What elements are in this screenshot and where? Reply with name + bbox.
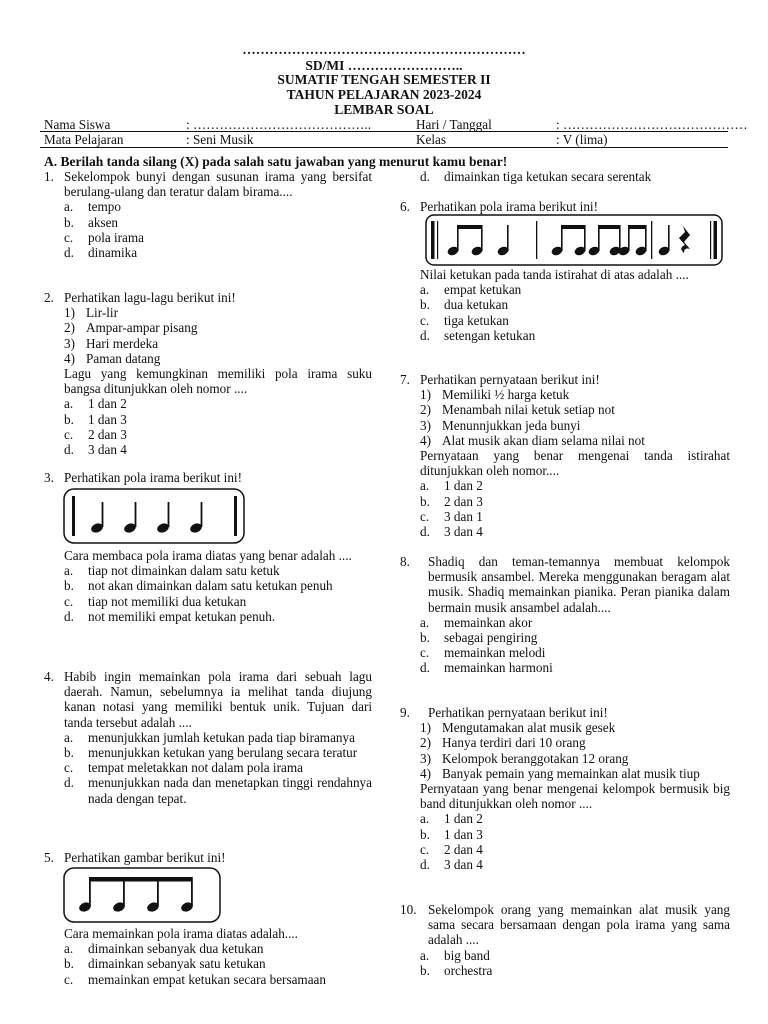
statement-4: Banyak pemain yang memainkan alat musik tiup [442,765,700,781]
class-value: : V (lima) [556,132,608,147]
option-d: not memiliki empat ketukan penuh. [88,608,276,624]
day-label: Hari / Tanggal [416,117,492,132]
option-c: memainkan melodi [444,645,546,661]
option-d: memainkan harmoni [444,660,553,676]
option-a: 1 dan 2 [444,811,483,827]
question-10: 10. Sekelompok orang yang memainkan alat musik yang sama secara bersamaan dengan pola irama yang sama adalah .... a. big band b. orchestra [400,902,730,978]
subject-value: : Seni Musik [186,132,254,147]
question-1: 1. Sekelompok bunyi dengan susunan irama yang bersifat berulang-ulang dan teratur dalam birama.... a. tempo b. aksen c. pola irama d. dinamika [44,169,372,261]
option-b: menunjukkan ketukan yang berulang secara teratur [88,745,358,761]
question-text: Sekelompok bunyi dengan susunan irama yang bersifat berulang-ulang dan teratur dalam birama.... [64,169,372,200]
option-c: 2 dan 3 [88,426,127,442]
option-c: tempat meletakkan not dalam pola irama [88,760,303,776]
info-divider-2 [40,147,728,148]
question-prompt: Pernyataan yang benar mengenai tanda istirahat ditunjukkan oleh nomor.... [420,448,730,479]
option-c: tiga ketukan [444,312,509,328]
question-prompt: Pernyataan yang benar mengenai kelompok bermusik big band ditunjukkan oleh nomor .... [420,781,730,812]
option-d: dinamika [88,245,138,261]
option-b: dua ketukan [444,297,509,313]
option-b: not akan dimainkan dalam satu ketukan penuh [88,578,333,594]
question-prompt: Lagu yang kemungkinan memiliki pola irama suku bangsa ditunjukkan oleh nomor .... [64,366,372,397]
question-text: Perhatikan lagu-lagu berikut ini! [64,290,236,305]
rhythm-figure-q6 [425,214,723,266]
option-c: pola irama [88,229,145,245]
info-divider-1 [40,131,728,132]
question-6: 6. Perhatikan pola irama berikut ini! [400,199,598,214]
option-a: tiap not dimainkan dalam satu ketuk [88,563,280,579]
question-text: Shadiq dan teman-temannya membuat kelompok bermusik ansambel. Mereka menggunakan beragam alat musik. Shadiq memainkan pianika. Peran pianika dalam bermain musik ansambel adalah.... [428,554,730,615]
option-c: 3 dan 1 [444,508,483,524]
option-d: 3 dan 4 [444,524,483,540]
question-prompt: Cara membaca pola irama diatas yang benar adalah .... [64,548,352,563]
statement-1: Memiliki ½ harga ketuk [442,387,570,403]
question-5: 5. Perhatikan gambar berikut ini! [44,850,226,865]
question-2: 2. Perhatikan lagu-lagu berikut ini! 1) Lir-lir 2) Ampar-ampar pisang 3) Hari merdeka 4) Paman datang Lagu yang kemungkinan memiliki pola irama suku bangsa ditunjukkan oleh nomor .... a. 1 dan 2 b. 1 dan 3 c. 2 dan 3 d. 3 dan 4 [44,290,372,458]
question-text: Perhatikan pola irama berikut ini! [420,199,598,214]
day-value: : …………………………………… [556,117,748,132]
option-b: 1 dan 3 [444,826,483,842]
option-a: 1 dan 2 [88,396,127,412]
option-b: sebagai pengiring [444,630,538,646]
option-a: memainkan akor [444,614,533,630]
statement-3: Hari merdeka [86,335,159,351]
question-text: Sekelompok orang yang memainkan alat musik yang sama secara bersamaan dengan pola irama yang sama adalah .... [428,902,730,948]
question-text: Perhatikan pernyataan berikut ini! [420,372,600,387]
option-b: 2 dan 3 [444,493,483,509]
option-a: empat ketukan [444,282,522,298]
statement-2: Menambah nilai ketuk setiap not [442,402,615,418]
question-6-body: Nilai ketukan pada tanda istirahat di atas adalah .... a. empat ketukan b. dua ketukan c. tiga ketukan d. setengan ketukan [400,267,730,343]
sheet-title: LEMBAR SOAL [334,102,434,117]
statement-1: Lir-lir [86,305,118,321]
class-label: Kelas [416,132,447,147]
statement-1: Mengutamakan alat musik gesek [442,720,616,736]
question-text: Perhatikan gambar berikut ini! [64,850,226,865]
option-d: 3 dan 4 [88,442,127,458]
option-d: 3 dan 4 [444,857,483,873]
rhythm-figure-q5 [63,867,221,923]
school-line: SD/MI …………………….. [305,58,463,73]
question-3: 3. Perhatikan pola irama berikut ini! [44,470,242,485]
academic-year: TAHUN PELAJARAN 2023-2024 [286,87,482,102]
statement-2: Hanya terdiri dari 10 orang [442,735,586,751]
statement-4: Paman datang [86,350,161,366]
question-text: Perhatikan pernyataan berikut ini! [428,705,608,720]
question-4: 4. Habib ingin memainkan pola irama dari sebuah lagu daerah. Namun, sebelumnya ia melihat tanda diujung kanan notasi yang memiliki bentuk unik. Tujuan dari tanda tersebut adalah .... a. menunjukkan jumlah ketukan pada tiap biramanya b. menunjukkan ketukan yang berulang secara teratur c. tempat meletakkan not dalam pola irama d. menunjukkan nada dan menetapkan tinggi rendahnya nada dengan tepat. [44,669,372,806]
statement-3: Kelompok beranggotakan 12 orang [442,750,629,766]
option-a: dimainkan sebanyak dua ketukan [88,941,264,957]
name-label: Nama Siswa [44,117,111,132]
question-8: 8. Shadiq dan teman-temannya membuat kelompok bermusik ansambel. Mereka menggunakan beragam alat musik. Shadiq memainkan pianika. Peran pianika dalam bermain musik ansambel adalah.... a. memainkan akor b. sebagai pengiring c. memainkan melodi d. memainkan harmoni [400,554,730,676]
statement-2: Ampar-ampar pisang [86,320,198,336]
question-3-body: Cara membaca pola irama diatas yang benar adalah .... a. tiap not dimainkan dalam satu ketuk b. not akan dimainkan dalam satu ketukan penuh c. tiap not memiliki dua ketukan d. not memiliki empat ketukan penuh. [44,548,372,624]
statement-4: Alat musik akan diam selama nilai not [442,432,645,448]
question-5-continued: d. dimainkan tiga ketukan secara serentak [420,169,652,184]
option-b: aksen [88,214,119,230]
statement-3: Menunnjukkan jeda bunyi [442,417,581,433]
question-5-body: Cara memainkan pola irama diatas adalah.... a. dimainkan sebanyak dua ketukan b. dimainkan sebanyak satu ketukan c. memainkan empat ketukan secara bersamaan [44,926,372,987]
question-prompt: Cara memainkan pola irama diatas adalah.... [64,926,298,941]
option-c: tiap not memiliki dua ketukan [88,593,247,609]
section-a-instruction: A. Berilah tanda silang (X) pada salah satu jawaban yang menurut kamu benar! [44,154,508,169]
question-9: 9. Perhatikan pernyataan berikut ini! 1) Mengutamakan alat musik gesek 2) Hanya terdiri dari 10 orang 3) Kelompok beranggotakan 12 orang 4) Banyak pemain yang memainkan alat musik tiup Pernyataan yang benar mengenai kelompok bermusik big band ditunjukkan oleh nomor .... a. 1 dan 2 b. 1 dan 3 c. 2 dan 4 d. 3 dan 4 [400,705,730,873]
question-text: Perhatikan pola irama berikut ini! [64,470,242,485]
subject-label: Mata Pelajaran [44,132,124,147]
option-b: dimainkan sebanyak satu ketukan [88,956,266,972]
option-c: 2 dan 4 [444,841,483,857]
header-dots: ……………………………………………………… [242,42,526,57]
option-a: menunjukkan jumlah ketukan pada tiap biramanya [88,729,355,745]
rhythm-figure-q3 [63,488,245,544]
option-d: dimainkan tiga ketukan secara serentak [444,169,652,184]
option-b: orchestra [444,962,493,978]
option-c: memainkan empat ketukan secara bersamaan [88,971,326,987]
option-a: tempo [88,199,121,215]
option-a: 1 dan 2 [444,478,483,494]
option-b: 1 dan 3 [88,411,127,427]
question-prompt: Nilai ketukan pada tanda istirahat di atas adalah .... [420,267,689,282]
option-d: menunjukkan nada dan menetapkan tinggi rendahnya nada dengan tepat. [88,775,372,806]
name-value: : ………………………………….. [186,117,371,132]
question-text: Habib ingin memainkan pola irama dari sebuah lagu daerah. Namun, sebelumnya ia melihat tanda diujung kanan notasi yang memiliki bentuk unik. Tujuan dari tanda tersebut adalah .... [64,669,372,730]
option-d: setengan ketukan [444,327,536,343]
question-7: 7. Perhatikan pernyataan berikut ini! 1) Memiliki ½ harga ketuk 2) Menambah nilai ketuk setiap not 3) Menunnjukkan jeda bunyi 4) Alat musik akan diam selama nilai not Pernyataan yang benar mengenai tanda istirahat ditunjukkan oleh nomor.... a. 1 dan 2 b. 2 dan 3 c. 3 dan 1 d. 3 dan 4 [400,372,730,540]
option-a: big band [444,947,490,963]
exam-title: SUMATIF TENGAH SEMESTER II [277,72,491,87]
